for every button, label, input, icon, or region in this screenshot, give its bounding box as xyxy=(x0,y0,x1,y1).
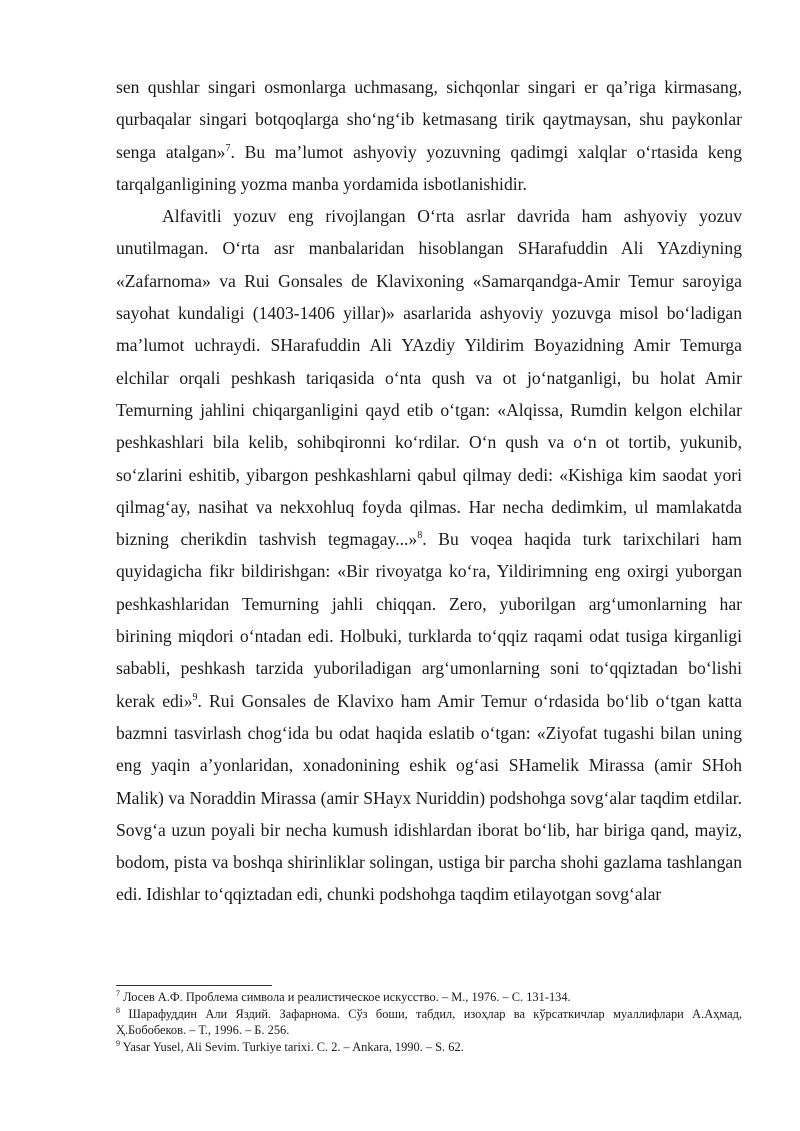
body-text xyxy=(116,71,742,911)
footnote-ref-8: 8 xyxy=(417,530,423,542)
paragraph-1-text-b: . Bu ma’lumot ashyoviy yozuvning qadimgi xalqlar o‘rtasida keng tarqalganligining yozma manba yordamida isbotlanishidir. xyxy=(116,141,742,194)
paragraph-2-text-b: . Bu voqea haqida turk tarixchilari ham quyidagicha fikr bildirishgan: «Bir rivoyatga ko‘ra, Yildirimning eng oxirgi yuborgan peshkashlaridan Temurning jahli chiqqan. Zero, yuborilgan arg‘umonlarning har birining miqdori o‘ntadan edi. Holbuki, turklarda to‘qqiz raqami odat tusiga kirganligi sababli, peshkash tarzida yuboriladigan arg‘umonlarning soni to‘qqiztadan bo‘lishi kerak edi» xyxy=(116,529,742,711)
footnote-8 xyxy=(116,1006,742,1039)
footnote-divider xyxy=(116,985,272,986)
paragraph-1-text-a: sen qushlar singari osmonlarga uchmasang, sichqonlar singari er qa’riga kirmasang, qurbaqalar singari botqoqlarga sho‘ng‘ib ketmasang tirik qaytmaysan, shu paykonlar senga atalgan» xyxy=(116,77,742,162)
footnote-ref-7: 7 xyxy=(225,142,231,154)
paragraph-2 xyxy=(116,200,742,911)
footnote-7 xyxy=(116,989,742,1006)
footnote-number: 9 xyxy=(116,1038,120,1048)
paragraph-1 xyxy=(116,71,742,200)
footnote-number: 7 xyxy=(116,988,120,998)
footnote-ref-9: 9 xyxy=(192,691,198,703)
paragraph-2-text-c: . Rui Gonsales de Klavixo ham Amir Temur o‘rdasida bo‘lib o‘tgan katta bazmni tasvirlash chog‘ida bu odat haqida eslatib o‘tgan: «Ziyofat tugashi bilan uning eng yaqin a’yonlaridan, xonadonining eshik og‘asi SHamelik Mirassa (amir SHoh Malik) va Noraddin Mirassa (amir SHayx Nuriddin) podshohga sovg‘alar taqdim etdilar. Sovg‘a uzun poyali bir necha kumush idishlardan iborat bo‘lib, har biriga qand, mayiz, bodom, pista va boshqa shirinliklar solingan, ustiga bir parcha shohi gazlama tashlangan edi. Idishlar to‘qqiztadan edi, chunki podshohga taqdim etilayotgan sovg‘alar xyxy=(116,690,742,905)
footnote-9 xyxy=(116,1039,742,1056)
footnotes xyxy=(116,989,742,1055)
footnote-number: 8 xyxy=(116,1005,120,1015)
paragraph-2-text-a: Alfavitli yozuv eng rivojlangan O‘rta asrlar davrida ham ashyoviy yozuv unutilmagan. O‘rta asr manbalaridan hisoblangan SHarafuddin Ali YAzdiyning «Zafarnoma» va Rui Gonsales de Klavixoning «Samarqandga-Amir Temur saroyiga sayohat kundaligi (1403-1406 yillar)» asarlarida ashyoviy yozuvga misol bo‘ladigan ma’lumot uchraydi. SHarafuddin Ali YAzdiy Yildirim Boyazidning Amir Temurga elchilar orqali peshkash tariqasida o‘nta qush va ot jo‘natganligi, bu holat Amir Temurning jahlini chiqarganligini qayd etib o‘tgan: «Alqissa, Rumdin kelgon elchilar peshkashlari bila kelib, sohibqironni ko‘rdilar. O‘n qush va o‘n ot tortib, yukunib, so‘zlarini eshitib, yibargon peshkashlarni qabul qilmay dedi: «Kishiga kim saodat yori qilmag‘ay, nasihat va nekxohluq foyda qilmas. Har necha dedimkim, ul mamlakatda bizning cherikdin tashvish tegmagay...» xyxy=(116,206,742,550)
footnote-text: Лосев А.Ф. Проблема символа и реалистическое искусство. – М., 1976. – С. 131-134. xyxy=(120,990,571,1004)
footnote-text: Шарафуддин Али Яздий. Зафарнома. Сўз боши, табдил, изоҳлар ва кўрсаткичлар муаллифлари А.Аҳмад, Ҳ.Бобобеков. – Т., 1996. – Б. 256. xyxy=(116,1006,742,1038)
footnote-text: Yasar Yusel, Ali Sevim. Turkiye tarixi. C. 2. – Ankara, 1990. – S. 62. xyxy=(120,1039,464,1054)
